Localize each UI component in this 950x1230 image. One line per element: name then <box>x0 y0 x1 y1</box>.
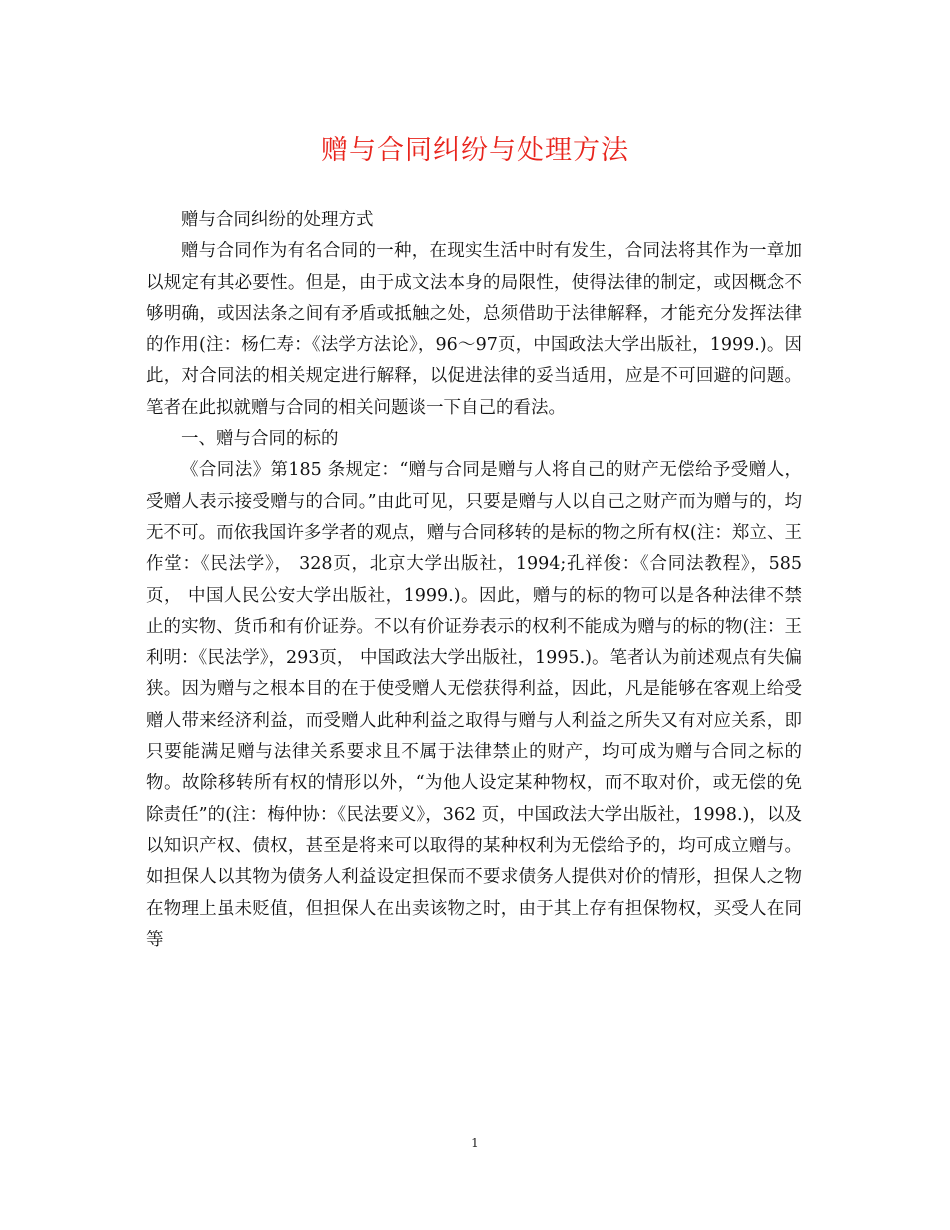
body-paragraph: 《合同法》第185 条规定：“赠与合同是赠与人将自己的财产无偿给予受赠人，受赠人表示接受赠与的合同。”由此可见，只要是赠与人以自己之财产而为赠与的，均无不可。而依我国许多学者的观点，赠与合同移转的是标的物之所有权(注：郑立、王作堂：《民法学》， 328页，北京大学出版社，1994;孔祥俊：《合同法教程》，585页， 中国人民公安大学出版社，1999.)。因此，赠与的标的物可以是各种法律不禁止的实物、货币和有价证券。不以有价证券表示的权利不能成为赠与的标的物(注：王利明：《民法学》，293页， 中国政法大学出版社，1995.)。笔者认为前述观点有失偏狭。因为赠与之根本目的在于使受赠人无偿获得利益，因此，凡是能够在客观上给受赠人带来经济利益，而受赠人此种利益之取得与赠与人利益之所失又有对应关系，即只要能满足赠与法律关系要求且不属于法律禁止的财产，均可成为赠与合同之标的物。故除移转所有权的情形以外，“为他人设定某种物权，而不取对价，或无偿的免除责任”的(注：梅仲协：《民法要义》，362 页，中国政法大学出版社，1998.)，以及以知识产权、债权，甚至是将来可以取得的某种权利为无偿给予的，均可成立赠与。如担保人以其物为债务人利益设定担保而不要求债务人提供对价的情形，担保人之物在物理上虽未贬值，但担保人在出卖该物之时，由于其上存有担保物权，买受人在同等 <box>146 460 802 950</box>
body-paragraph: 赠与合同作为有名合同的一种，在现实生活中时有发生，合同法将其作为一章加以规定有其必要性。但是，由于成文法本身的局限性，使得法律的制定，或因概念不够明确，或因法条之间有矛盾或抵触之处，总须借助于法律解释，才能充分发挥法律的作用(注：杨仁寿：《法学方法论》，96～97页，中国政法大学出版社，1999.)。因此，对合同法的相关规定进行解释，以促进法律的妥当适用，应是不可回避的问题。笔者在此拟就赠与合同的相关问题谈一下自己的看法。 <box>146 241 802 418</box>
document-title: 赠与合同纠纷与处理方法 <box>321 135 629 166</box>
section-heading: 赠与合同纠纷的处理方式 <box>181 210 374 230</box>
section-heading: 一、赠与合同的标的 <box>181 429 339 450</box>
page-number: 1 <box>471 1136 479 1150</box>
document-body <box>146 205 802 956</box>
